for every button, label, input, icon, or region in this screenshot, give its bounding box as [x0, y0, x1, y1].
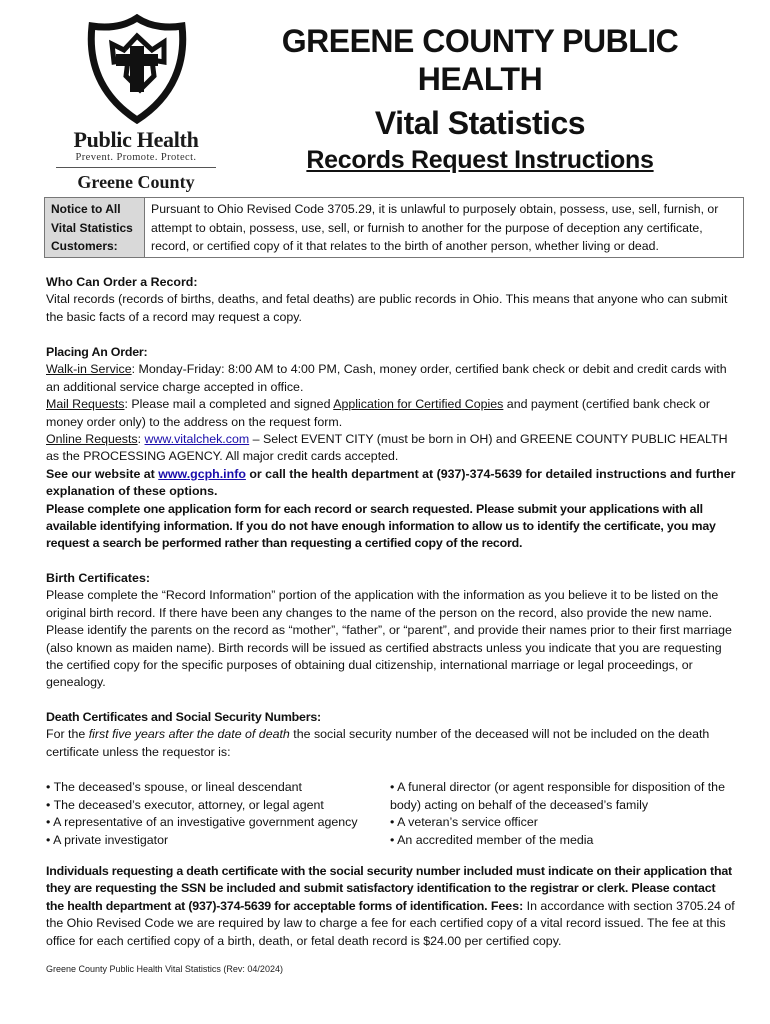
vitalchek-link[interactable]: www.vitalchek.com [144, 432, 250, 447]
who-text: Vital records (records of births, deaths, and fetal deaths) are public records in Ohio. This means that anyone who can submit the basic facts of a record may request a copy. [46, 292, 728, 324]
bullets-left [46, 779, 376, 849]
page-footer: Greene County Public Health Vital Statistics (Rev: 04/2024) [46, 964, 283, 974]
gcph-link[interactable]: www.gcph.info [158, 466, 246, 481]
list-item: • The deceased’s spouse, or lineal descendant [46, 779, 376, 797]
death-heading: Death Certificates and Social Security Numbers: [46, 710, 321, 724]
notice-label: Notice to All Vital Statistics Customers: [45, 198, 145, 257]
website-text-2: or call the health department at (937)-374-5639 for detailed instructions and further explanation of these options. [46, 466, 736, 499]
death-intro-emphasis: first five years after the date of death [88, 727, 290, 742]
online-paragraph [46, 431, 736, 466]
list-item: • A funeral director (or agent responsible for disposition of the body) acting on behalf of the deceased’s family [390, 779, 735, 814]
online-text: – Select EVENT CITY (must be born in OH) and GREENE COUNTY PUBLIC HEALTH as the PROCESSING AGENCY. All major credit cards accepted. [46, 432, 728, 464]
website-text-1: See our website at [46, 466, 159, 481]
walkin-paragraph [46, 361, 736, 396]
list-item: • An accredited member of the media [390, 832, 735, 850]
logo-divider [56, 167, 216, 168]
cross-shield-icon [82, 14, 192, 124]
online-separator: : [137, 432, 145, 447]
death-section [46, 709, 736, 761]
page-title: GREENE COUNTY PUBLIC HEALTH [281, 23, 679, 97]
ssn-section [46, 863, 736, 950]
notice-table [44, 197, 744, 258]
mail-text-1: : Please mail a completed and signed [124, 397, 334, 412]
list-item: • A private investigator [46, 832, 376, 850]
logo-tagline: Prevent. Promote. Protect. [75, 152, 197, 163]
death-intro-2: the social security number of the deceased will not be included on the death certificate unless the requestor is: [46, 727, 710, 759]
placing-heading: Placing An Order: [46, 345, 148, 359]
birth-heading: Birth Certificates: [46, 571, 150, 585]
placing-section [46, 344, 736, 553]
public-health-logo [52, 14, 222, 192]
bullets-right [390, 779, 735, 849]
online-label: Online Requests [46, 432, 138, 447]
who-section [46, 274, 736, 326]
application-link[interactable]: Application for Certified Copies [333, 397, 504, 412]
fees-label: Fees: [490, 898, 524, 913]
page-subheading: Records Request Instructions [306, 146, 654, 174]
logo-name: Public Health [73, 127, 199, 152]
list-item: • A representative of an investigative government agency [46, 814, 376, 832]
death-intro [46, 726, 736, 761]
walkin-label: Walk-in Service [46, 362, 132, 377]
list-item: • A veteran’s service officer [390, 814, 735, 832]
logo-county: Greene County [77, 172, 195, 192]
ssn-text: Individuals requesting a death certificate with the social security number included must indicate on their application that they are requesting the SSN be included and submit satisfactory identification to the registrar or clerk. Please contact the health department at (937)-374-5639 for acceptable forms of identification. [46, 864, 732, 913]
walkin-text: : Monday-Friday: 8:00 AM to 4:00 PM, Cash, money order, certified bank check or debit and credit cards with an additional service charge accepted in office. [46, 362, 727, 394]
complete-paragraph: Please complete one application form for each record or search requested. Please submit your applications with all available identifying information. If you do not have enough information to allow us to identify the certificate, you may request a search be performed rather than requesting a certified copy of the record. [46, 501, 716, 551]
fees-text: In accordance with section 3705.24 of the Ohio Revised Code we are required by law to charge a fee for each certified copy of a vital record issued. The fee at this office for each certified copy of a birth, death, or fetal death record is $24.00 per certified copy. [46, 898, 735, 948]
notice-text: Pursuant to Ohio Revised Code 3705.29, it is unlawful to purposely obtain, possess, use, sell, furnish, or attempt to obtain, possess, use, sell, or furnish to another for the purpose of deception any certificate, record, or certified copy of it that relates to the birth of another person, whether living or dead. [151, 202, 719, 253]
birth-section [46, 570, 736, 692]
page-subtitle: Vital Statistics [374, 105, 586, 141]
birth-text: Please complete the “Record Information” portion of the application with the information as you believe it to be listed on the original birth record. If there have been any changes to the name of the person on the record, also provide the new name. Please identify the parents on the record as “mother”, “father”, or “parent”, and provide their names prior to their first marriage (also known as maiden name). Birth records will be issued as certified abstracts unless you indicate that you are requesting the certified copy for the specific purposes of obtaining dual citizenship, international marriage or legal proceedings, or genealogy. [46, 588, 732, 690]
list-item: • The deceased’s executor, attorney, or legal agent [46, 797, 376, 815]
who-heading: Who Can Order a Record: [46, 275, 198, 289]
death-intro-1: For the [46, 727, 89, 742]
mail-text-2: and payment (certified bank check or money order only) to the address on the request form. [46, 397, 710, 429]
mail-paragraph [46, 396, 736, 431]
website-paragraph [46, 466, 736, 501]
mail-label: Mail Requests [46, 397, 125, 412]
